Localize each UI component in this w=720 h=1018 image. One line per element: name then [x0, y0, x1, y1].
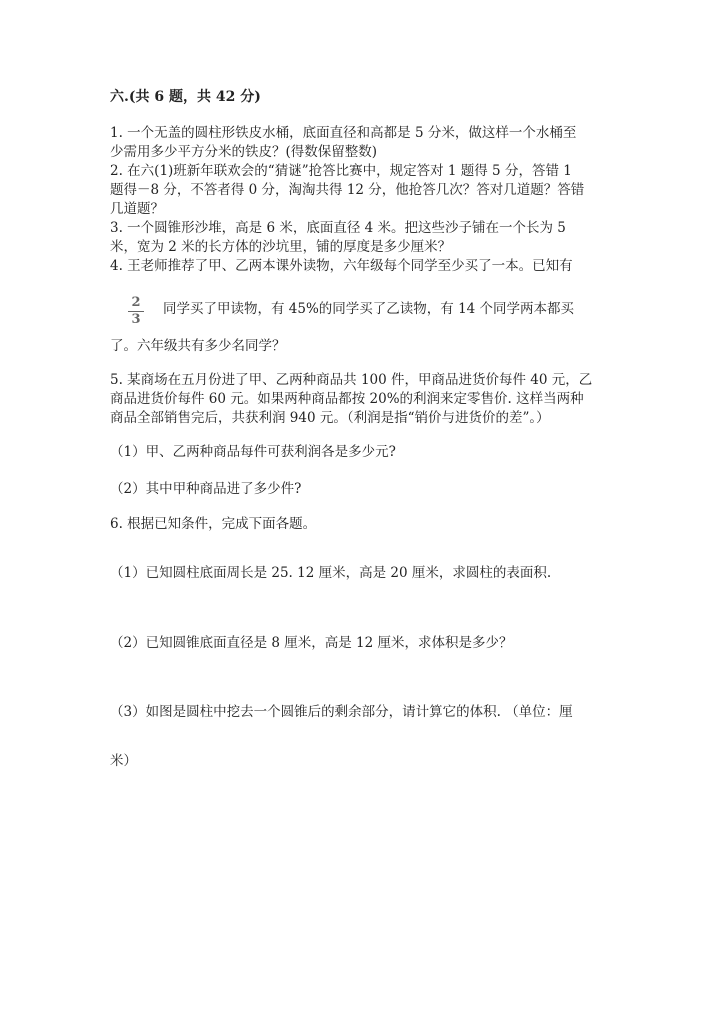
question-5-line-3: 商品全部销售完后，共获利润 940 元。（利润是指“销价与进货价的差”。） — [110, 410, 550, 426]
question-1-line-1: 1. 一个无盖的圆柱形铁皮水桶，底面直径和高都是 5 分米，做这样一个水桶至 — [110, 125, 577, 141]
question-6-sub-3-line-2: 米） — [110, 753, 137, 769]
question-1-line-2: 少需用多少平方分米的铁皮？(得数保留整数) — [110, 144, 378, 160]
question-4-line-2: 同学买了甲读物，有 45%的同学买了乙读物，有 14 个同学两本都买 — [163, 301, 575, 317]
question-6-sub-1: （1）已知圆柱底面周长是 25. 12 厘米，高是 20 厘米，求圆柱的表面积. — [110, 565, 552, 581]
question-4-line-3: 了。六年级共有多少名同学？ — [110, 338, 286, 354]
question-6-sub-2: （2）已知圆锥底面直径是 8 厘米，高是 12 厘米，求体积是多少？ — [110, 635, 513, 651]
question-4-line-1: 4. 王老师推荐了甲、乙两本课外读物，六年级每个同学至少买了一本。已知有 — [110, 258, 573, 274]
question-5-sub-2: （2）其中甲种商品进了多少件? — [110, 481, 302, 497]
question-5-line-1: 5. 某商场在五月份进了甲、乙两种商品共 100 件，甲商品进货价每件 40 元，乙 — [110, 372, 593, 388]
question-3-line-1: 3. 一个圆锥形沙堆，高是 6 米，底面直径 4 米。把这些沙子铺在一个长为 5 — [110, 220, 566, 236]
section-heading: 六.(共 6 题，共 42 分) — [110, 89, 261, 105]
question-3-line-2: 米，宽为 2 米的长方体的沙坑里，铺的厚度是多少厘米？ — [110, 239, 452, 255]
question-6-sub-3-line-1: （3）如图是圆柱中挖去一个圆锥后的剩余部分，请计算它的体积. （单位：厘 — [110, 704, 573, 720]
question-6-line-1: 6. 根据已知条件，完成下面各题。 — [110, 516, 317, 532]
question-5-line-2: 商品进货价每件 60 元。如果两种商品都按 20%的利润来定零售价. 这样当两种 — [110, 391, 584, 407]
fraction-two-thirds — [128, 296, 144, 327]
question-2-line-3: 几道题？ — [110, 201, 164, 217]
question-2-line-1: 2. 在六(1)班新年联欢会的“猜谜”抢答比赛中，规定答对 1 题得 5 分，答错 1 — [110, 163, 572, 179]
question-2-line-2: 题得－8 分，不答者得 0 分，淘淘共得 12 分，他抢答几次？答对几道题？答错 — [110, 182, 585, 198]
question-5-sub-1: （1）甲、乙两种商品每件可获利润各是多少元? — [110, 444, 396, 460]
fraction-numerator: 2 — [131, 295, 141, 310]
fraction-denominator: 3 — [131, 312, 141, 327]
